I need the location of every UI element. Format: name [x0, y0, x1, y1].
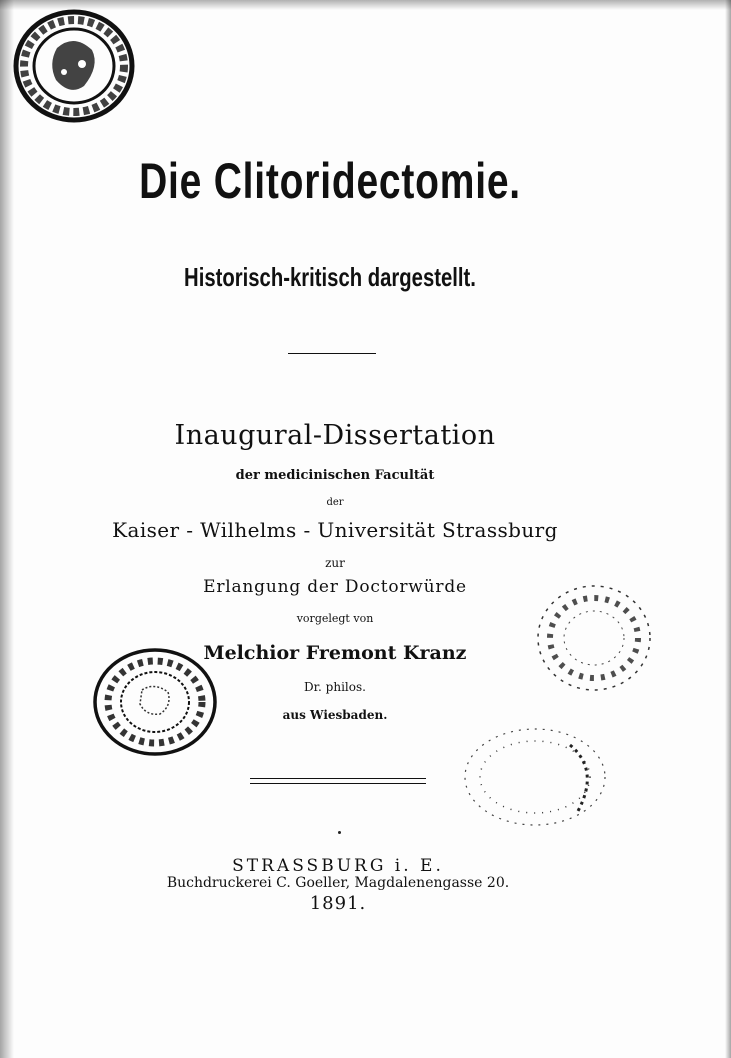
book-subtitle: Historisch-kritisch dargestellt. [184, 262, 476, 292]
library-stamp-middle-left [92, 648, 222, 760]
der-line: der [326, 497, 344, 508]
author-degree: Dr. philos. [304, 680, 366, 694]
book-title: Die Clitoridectomie. [139, 153, 521, 209]
author-origin: aus Wiesbaden. [282, 708, 388, 722]
author-name: Melchior Fremont Kranz [203, 642, 467, 664]
imprint-year: 1891. [309, 893, 367, 914]
presented-by-line: vorgelegt von [296, 612, 374, 625]
ornament-dot [338, 831, 341, 834]
imprint-printer: Buchdruckerei C. Goeller, Magdalenengasse 20. [166, 875, 510, 891]
page-edge-shadow-right [725, 0, 731, 1058]
title-divider-rule [288, 353, 376, 354]
dissertation-heading: Inaugural-Dissertation [174, 420, 496, 451]
zur-line: zur [325, 556, 345, 570]
imprint-divider-rule [250, 778, 426, 784]
purpose-line: Erlangung der Doctorwürde [203, 577, 467, 597]
university-line: Kaiser - Wilhelms - Universität Strassburg [112, 518, 558, 542]
faint-stamp-lower-right [460, 725, 610, 830]
faculty-line: der medicinischen Facultät [235, 468, 435, 483]
library-stamp-top-left [12, 8, 140, 126]
imprint-city: STRASSBURG i. E. [232, 856, 444, 876]
